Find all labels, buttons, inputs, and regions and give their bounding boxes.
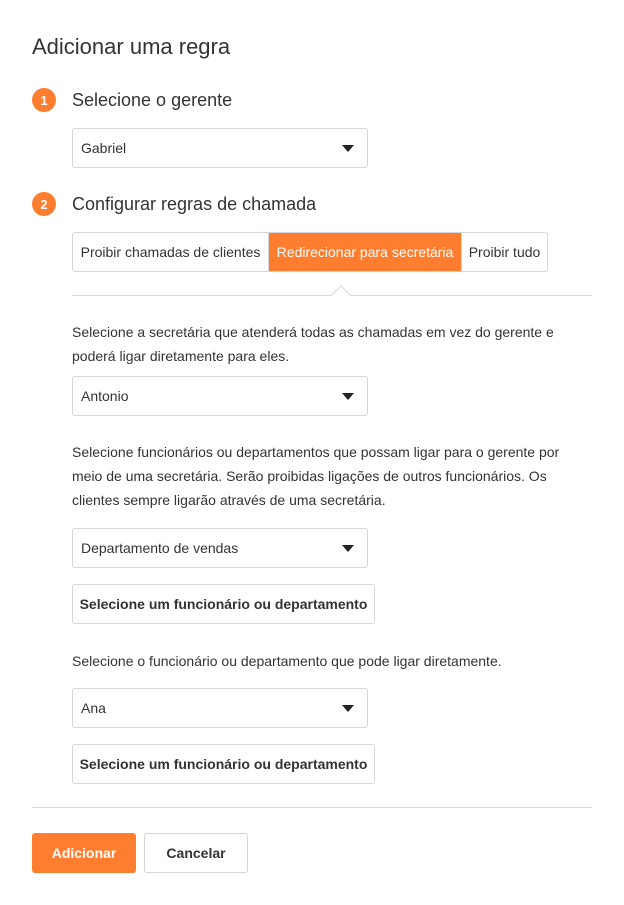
via-secretary-add-button[interactable]: Selecione um funcionário ou departamento bbox=[72, 584, 375, 624]
secretary-select-value: Antonio bbox=[81, 388, 129, 404]
secretary-select[interactable] bbox=[72, 376, 368, 416]
chevron-down-icon bbox=[342, 705, 354, 712]
via-secretary-select-value: Departamento de vendas bbox=[81, 540, 239, 556]
tab-block-client-calls[interactable]: Proibir chamadas de clientes bbox=[73, 233, 269, 271]
step-2-header bbox=[32, 192, 317, 216]
step-1-number-badge: 1 bbox=[32, 88, 56, 112]
tab-block-all[interactable]: Proibir tudo bbox=[461, 233, 547, 271]
via-secretary-description: Selecione funcionários ou departamentos que possam ligar para o gerente por meio de uma secretária. Serão proibidas ligações de outros funcionários. Os clientes sempre ligarão através de uma secretária. bbox=[72, 444, 560, 508]
footer-divider bbox=[32, 807, 592, 808]
chevron-down-icon bbox=[342, 393, 354, 400]
direct-call-select[interactable] bbox=[72, 688, 368, 728]
step-2-label: Configurar regras de chamada bbox=[72, 194, 317, 214]
add-button[interactable]: Adicionar bbox=[32, 833, 136, 873]
page-title: Adicionar uma regra bbox=[32, 34, 231, 59]
direct-call-add-button[interactable]: Selecione um funcionário ou departamento bbox=[72, 744, 375, 784]
direct-call-select-value: Ana bbox=[81, 700, 106, 716]
step-2-number-badge: 2 bbox=[32, 192, 56, 216]
active-tab-pointer bbox=[331, 285, 351, 305]
tab-redirect-to-secretary[interactable]: Redirecionar para secretária bbox=[269, 233, 461, 271]
manager-select[interactable] bbox=[72, 128, 368, 168]
via-secretary-select[interactable] bbox=[72, 528, 368, 568]
chevron-down-icon bbox=[342, 145, 354, 152]
manager-select-value: Gabriel bbox=[81, 140, 127, 156]
secretary-description: Selecione a secretária que atenderá todas as chamadas em vez do gerente e poderá ligar diretamente para eles. bbox=[72, 324, 554, 364]
chevron-down-icon bbox=[342, 545, 354, 552]
step-1-label: Selecione o gerente bbox=[72, 90, 233, 110]
direct-call-description: Selecione o funcionário ou departamento que pode ligar diretamente. bbox=[72, 653, 502, 669]
call-rule-tabs bbox=[72, 232, 548, 272]
cancel-button[interactable]: Cancelar bbox=[144, 833, 248, 873]
step-1-header bbox=[32, 88, 233, 112]
